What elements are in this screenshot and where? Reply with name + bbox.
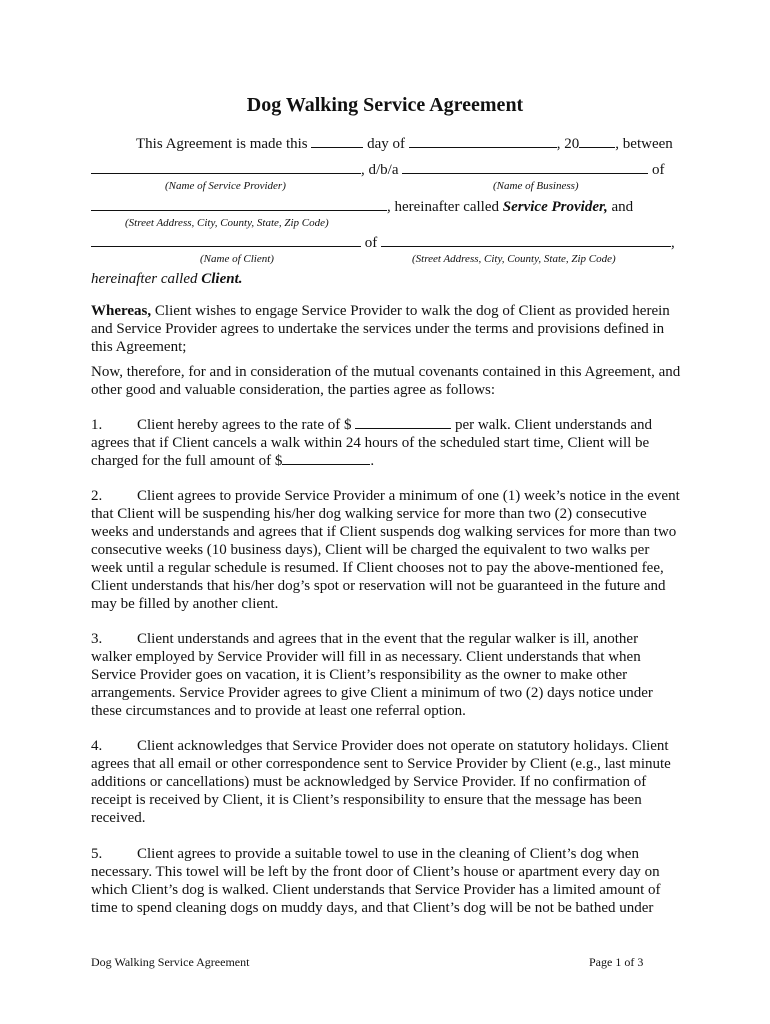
clause-text: Client agrees to provide Service Provider a minimum of one (1) week’s notice in the event that Client will be suspending his/her dog walking service for more than two (2) consecutive weeks and understands and agrees that if Client suspends dog walking services for more than two consecutive weeks (10 business days), Client will be charged the equivalent to two walks per week until a regular schedule is resumed. If Client chooses not to pay the above-mentioned fee, Client understands that his/her dog’s spot or reservation will not be guaranteed in the future and may be filled by another client. <box>91 488 680 612</box>
whereas-paragraph <box>91 302 681 356</box>
page-number: Page 1 of 3 <box>589 955 644 969</box>
intro-line-5 <box>91 271 243 288</box>
intro-text: This Agreement is made this <box>136 136 308 152</box>
clause-text: . <box>370 453 375 469</box>
clause-number: 2. <box>91 488 103 504</box>
intro-text: day of <box>367 136 406 152</box>
clause-text: Client agrees to provide a suitable towel to use in the cleaning of Client’s dog when necessary. This towel will be left by the front door of Client’s house or apartment every day on which Client’s dog is walked. Client understands that Service Provider has a limited amount of time to spend cleaning dogs on muddy days, and that Client’s dog will be not be bathed under <box>91 846 661 916</box>
caption-client: (Name of Client) <box>200 253 274 265</box>
clause-5 <box>91 845 681 917</box>
now-therefore-paragraph: Now, therefore, for and in consideration of the mutual covenants contained in this Agreement, and other good and valuable consideration, the parties agree as follows: <box>91 364 681 398</box>
intro-text: , between <box>615 136 673 152</box>
clause-number: 5. <box>91 846 103 862</box>
month-blank[interactable] <box>409 135 557 148</box>
intro-text: hereinafter called <box>91 271 198 287</box>
caption-address-2: (Street Address, City, County, State, Zip Code) <box>412 253 616 265</box>
clause-text: Client hereby agrees to the rate of $ <box>137 417 352 433</box>
provider-address-blank[interactable] <box>91 198 387 211</box>
whereas-text: Client wishes to engage Service Provider to walk the dog of Client as provided herein and Service Provider agrees to undertake the services under the terms and provisions defined in this Agreement; <box>91 303 670 355</box>
clause-text: Client acknowledges that Service Provider does not operate on statutory holidays. Client agrees that all email or other correspondence sent to Service Provider by Client (e.g., last minute additions or cancellations) must be acknowledged by Service Provider. If no confirmation of receipt is received by Client, it is Client’s responsibility to ensure that the message has been received. <box>91 738 671 826</box>
day-blank[interactable] <box>311 135 363 148</box>
clause-number: 3. <box>91 631 103 647</box>
intro-text: , <box>671 235 675 251</box>
client-name-blank[interactable] <box>91 234 361 247</box>
clause-4 <box>91 737 681 827</box>
intro-text: , hereinafter called <box>387 199 500 215</box>
service-provider-term: Service Provider, <box>502 199 608 215</box>
intro-text: , 20 <box>556 136 580 152</box>
intro-line-2 <box>91 161 665 179</box>
service-provider-name-blank[interactable] <box>91 161 361 174</box>
client-term: Client. <box>201 271 243 287</box>
rate-blank[interactable] <box>355 416 451 429</box>
business-name-blank[interactable] <box>402 161 648 174</box>
footer-title: Dog Walking Service Agreement <box>91 955 250 969</box>
clause-text: Client understands and agrees that in the event that the regular walker is ill, another walker employed by Service Provider will fill in as necessary. Client understands that when Service Provider goes on vacation, it is Client’s responsibility as the owner to make other arrangements. Service Provider agrees to give Client a minimum of two (2) days notice under these circumstances and to provide at least one referral option. <box>91 631 653 719</box>
intro-text: of <box>652 162 665 178</box>
clause-number: 4. <box>91 738 103 754</box>
client-address-blank[interactable] <box>381 234 671 247</box>
intro-line-3 <box>91 198 633 216</box>
clause-text: per walk. Client understands and agrees that if Client cancels a walk within 24 hours of the scheduled start time, Client will be charged for the full amount of $ <box>91 417 653 469</box>
intro-text: and <box>611 199 634 215</box>
clause-number: 1. <box>91 417 103 433</box>
clause-1 <box>91 416 681 470</box>
cancel-amount-blank[interactable] <box>282 452 370 465</box>
caption-business: (Name of Business) <box>493 180 579 192</box>
intro-text: of <box>364 235 378 251</box>
caption-provider: (Name of Service Provider) <box>165 180 286 192</box>
clause-3 <box>91 630 681 720</box>
page-title: Dog Walking Service Agreement <box>246 94 524 116</box>
year-blank[interactable] <box>579 135 615 148</box>
intro-line-4 <box>91 234 675 252</box>
clause-2 <box>91 487 681 613</box>
whereas-lead: Whereas, <box>91 303 152 319</box>
intro-line-1 <box>136 135 673 153</box>
caption-address-1: (Street Address, City, County, State, Zip Code) <box>125 217 329 229</box>
intro-text: , d/b/a <box>361 162 399 178</box>
